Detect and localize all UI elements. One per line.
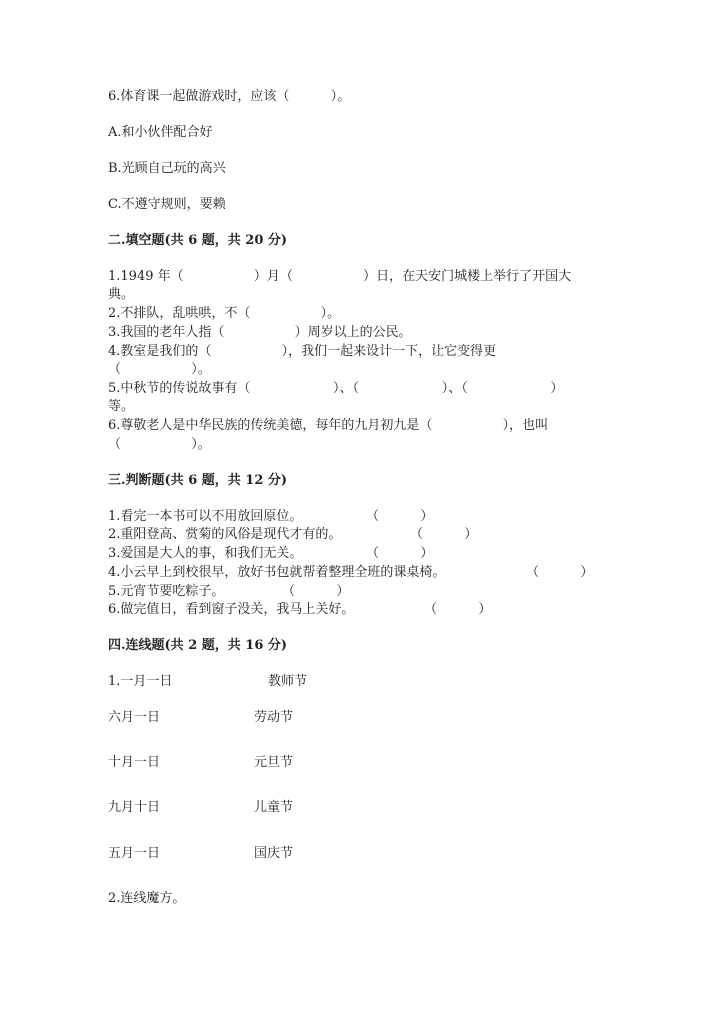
fill-line: （ ）。: [108, 362, 211, 377]
match-right-item: 儿童节: [254, 800, 294, 815]
section-3-heading: 三.判断题(共 6 题，共 12 分): [108, 473, 288, 488]
judge-blank: （ ）: [366, 546, 434, 561]
question-6-stem: 6.体育课一起做游戏时，应该（ ）。: [108, 89, 351, 104]
judge-item: 1.看完一本书可以不用放回原位。: [108, 509, 303, 524]
match-left-item: 六月一日: [108, 710, 161, 725]
judge-item: 4.小云早上到校很早，放好书包就帮着整理全班的课桌椅。: [108, 565, 446, 580]
question-2-magic-cube: 2.连线魔方。: [108, 891, 186, 906]
question-6-option-c: C.不遵守规则，要赖: [108, 197, 226, 212]
fill-line: 6.尊敬老人是中华民族的传统美德，每年的九月初九是（ ），也叫: [108, 418, 549, 433]
fill-line: 3.我国的老年人指（ ）周岁以上的公民。: [108, 325, 412, 340]
judge-blank: （ ）: [282, 584, 350, 599]
judge-item: 2.重阳登高、赏菊的风俗是现代才有的。: [108, 527, 342, 542]
match-right-item: 劳动节: [254, 710, 294, 725]
fill-line: （ ）。: [108, 437, 211, 452]
match-left-item: 九月十日: [108, 800, 161, 815]
question-6-option-b: B.光顾自己玩的高兴: [108, 161, 226, 176]
fill-line: 典。: [108, 287, 135, 302]
fill-line: 5.中秋节的传说故事有（ ）、（ ）、（ ）: [108, 381, 564, 396]
section-2-heading: 二.填空题(共 6 题，共 20 分): [108, 233, 288, 248]
judge-blank: （ ）: [526, 565, 594, 580]
fill-line: 4.教室是我们的（ ），我们一起来设计一下，让它变得更: [108, 344, 497, 359]
fill-line: 1.1949 年（ ）月（ ）日，在天安门城楼上举行了开国大: [108, 269, 572, 284]
fill-line: 等。: [108, 399, 135, 414]
judge-item: 3.爱国是大人的事，和我们无关。: [108, 546, 303, 561]
judge-blank: （ ）: [424, 602, 492, 617]
match-right-item: 元旦节: [254, 755, 294, 770]
judge-item: 6.做完值日，看到窗子没关，我马上关好。: [108, 602, 355, 617]
fill-line: 2.不排队，乱哄哄，不（ ）。: [108, 306, 341, 321]
judge-blank: （ ）: [410, 527, 478, 542]
match-left-item: 1.一月一日: [108, 674, 173, 689]
section-4-heading: 四.连线题(共 2 题，共 16 分): [108, 638, 288, 653]
judge-blank: （ ）: [366, 509, 434, 524]
match-right-item: 国庆节: [254, 846, 294, 861]
match-left-item: 十月一日: [108, 755, 161, 770]
judge-item: 5.元宵节要吃粽子。: [108, 584, 225, 599]
match-left-item: 五月一日: [108, 846, 161, 861]
question-6-option-a: A.和小伙伴配合好: [108, 125, 213, 140]
match-right-item: 教师节: [268, 674, 308, 689]
